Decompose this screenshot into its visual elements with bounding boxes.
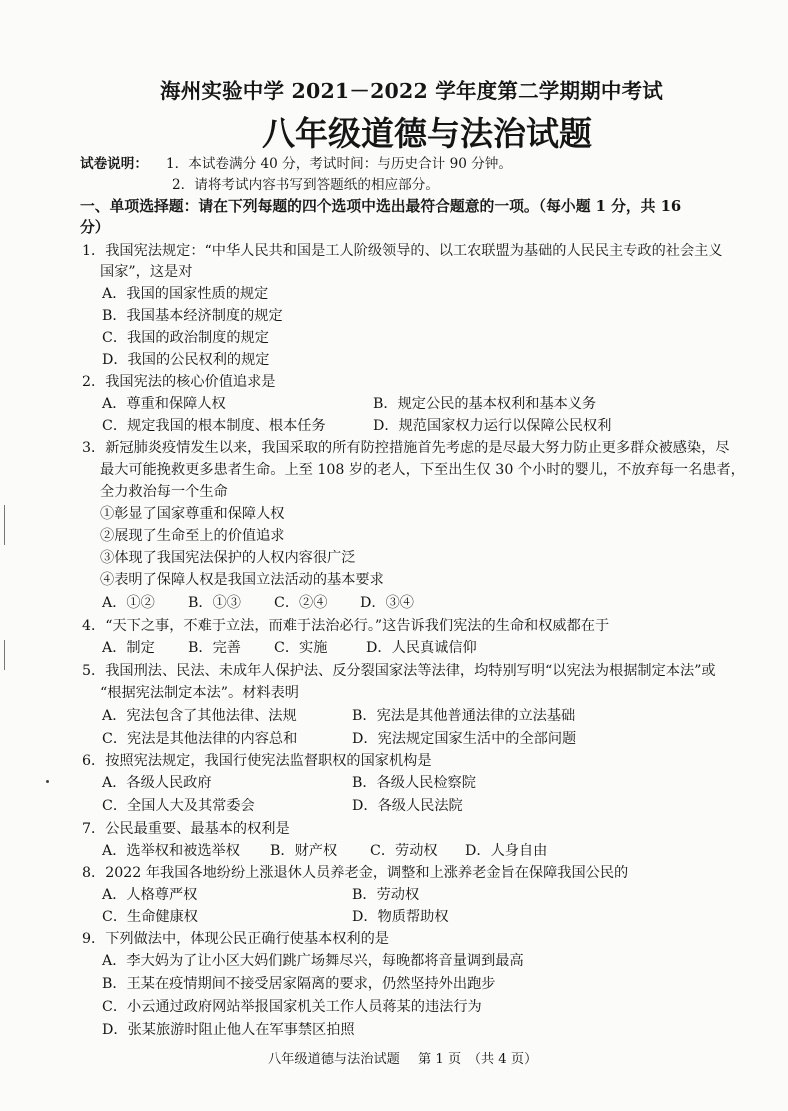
instructions-label: 试卷说明： — [80, 156, 148, 172]
instruction-line-1: 1．本试卷满分 40 分，考试时间：与历史合计 90 分钟。 — [166, 156, 512, 172]
question-7-option-d[interactable]: D．人身自由 — [465, 843, 548, 859]
question-3-stem-cont: 全力救治每一个生命 — [100, 484, 228, 500]
question-2-stem: 2．我国宪法的核心价值追求是 — [82, 374, 276, 390]
question-3-option-c[interactable]: C．②④ — [274, 595, 328, 611]
instruction-line-2: 2．请将考试内容书写到答题纸的相应部分。 — [172, 177, 439, 193]
question-5-option-a[interactable]: A．宪法包含了其他法律、法规 — [102, 708, 297, 724]
question-3-statement-3: ③体现了我国宪法保护的人权内容很广泛 — [100, 550, 356, 566]
question-9-option-b[interactable]: B．王某在疫情期间不接受居家隔离的要求，仍然坚持外出跑步 — [102, 976, 496, 992]
scan-edge-mark — [4, 640, 5, 670]
footer-subject: 八年级道德与法治试题 — [268, 1052, 400, 1067]
question-3-statement-4: ④表明了保障人权是我国立法活动的基本要求 — [100, 572, 384, 588]
question-9-option-a[interactable]: A．李大妈为了让小区大妈们跳广场舞尽兴，每晚都将音量调到最高 — [102, 953, 524, 969]
question-1-option-a[interactable]: A．我国的国家性质的规定 — [102, 286, 269, 302]
question-7-option-a[interactable]: A．选举权和被选举权 — [102, 843, 240, 859]
question-5-option-c[interactable]: C．宪法是其他法律的内容总和 — [102, 731, 298, 747]
question-6-option-b[interactable]: B．各级人民检察院 — [352, 775, 476, 791]
question-8-option-b[interactable]: B．劳动权 — [352, 887, 420, 903]
question-6-option-a[interactable]: A．各级人民政府 — [102, 775, 212, 791]
question-3-statement-1: ①彰显了国家尊重和保障人权 — [100, 506, 285, 522]
question-9-option-d[interactable]: D．张某旅游时阻止他人在军事禁区拍照 — [102, 1022, 355, 1038]
question-6-stem: 6．按照宪法规定，我国行使宪法监督职权的国家机构是 — [82, 753, 432, 769]
question-5-stem: 5．我国刑法、民法、未成年人保护法、反分裂国家法等法律，均特别写明“以宪法为根据制定本法”或 — [82, 663, 716, 679]
question-3-option-b[interactable]: B．①③ — [188, 595, 241, 611]
question-8-option-a[interactable]: A．人格尊严权 — [102, 887, 198, 903]
section-heading: 一、单项选择题：请在下列每题的四个选项中选出最符合题意的一项。（每小题 1 分，共 16 — [80, 198, 682, 215]
exam-title: 海州实验中学 2021－2022 学年度第二学期期中考试 — [160, 79, 663, 103]
scan-speck — [46, 780, 49, 783]
question-1-option-b[interactable]: B．我国基本经济制度的规定 — [102, 308, 283, 324]
question-9-stem: 9．下列做法中，体现公民正确行使基本权利的是 — [82, 931, 389, 947]
question-3-option-a[interactable]: A．①② — [102, 595, 155, 611]
question-4-option-b[interactable]: B．完善 — [188, 640, 241, 656]
subject-title: 八年级道德与法治试题 — [262, 114, 592, 153]
footer-page-number: 第 1 页 （共 4 页） — [418, 1052, 538, 1067]
question-5-option-d[interactable]: D．宪法规定国家生活中的全部问题 — [352, 731, 577, 747]
question-4-stem: 4．“天下之事，不难于立法，而难于法治必行。”这告诉我们宪法的生命和权威都在于 — [82, 618, 610, 634]
question-1-option-d[interactable]: D．我国的公民权利的规定 — [102, 352, 270, 368]
question-3-statement-2: ②展现了生命至上的价值追求 — [100, 528, 285, 544]
question-2-option-b[interactable]: B．规定公民的基本权利和基本义务 — [373, 396, 597, 412]
question-7-option-b[interactable]: B．财产权 — [270, 843, 338, 859]
question-3-stem-cont: 最大可能挽救更多患者生命。上至 108 岁的老人，下至出生仅 30 个小时的婴儿，不放弃每一名患者， — [100, 462, 745, 478]
question-7-option-c[interactable]: C．劳动权 — [370, 843, 438, 859]
section-heading-cont: 分） — [80, 219, 110, 236]
question-7-stem: 7．公民最重要、最基本的权利是 — [82, 821, 290, 837]
question-4-option-c[interactable]: C．实施 — [274, 640, 328, 656]
question-8-option-c[interactable]: C．生命健康权 — [102, 909, 198, 925]
question-5-option-b[interactable]: B．宪法是其他普通法律的立法基础 — [352, 708, 576, 724]
question-1-option-c[interactable]: C．我国的政治制度的规定 — [102, 330, 269, 346]
question-2-option-a[interactable]: A．尊重和保障人权 — [102, 396, 226, 412]
question-6-option-d[interactable]: D．各级人民法院 — [352, 798, 463, 814]
question-9-option-c[interactable]: C．小云通过政府网站举报国家机关工作人员蒋某的违法行为 — [102, 999, 482, 1015]
question-2-option-d[interactable]: D．规范国家权力运行以保障公民权利 — [373, 418, 612, 434]
question-1-stem: 1．我国宪法规定：“中华人民共和国是工人阶级领导的、以工农联盟为基础的人民民主专政的社会主义 — [82, 243, 723, 259]
scan-edge-mark — [4, 505, 5, 545]
question-3-option-d[interactable]: D．③④ — [360, 595, 414, 611]
question-5-stem-cont: “根据宪法制定本法”。材料表明 — [100, 685, 299, 701]
question-4-option-d[interactable]: D．人民真诚信仰 — [366, 640, 477, 656]
question-8-option-d[interactable]: D．物质帮助权 — [352, 909, 449, 925]
question-3-stem: 3．新冠肺炎疫情发生以来，我国采取的所有防控措施首先考虑的是尽最大努力防止更多群众被感染，尽 — [82, 440, 730, 456]
question-6-option-c[interactable]: C．全国人大及其常委会 — [102, 798, 255, 814]
question-4-option-a[interactable]: A．制定 — [102, 640, 155, 656]
question-1-stem-cont: 国家”，这是对 — [100, 264, 193, 280]
question-2-option-c[interactable]: C．规定我国的根本制度、根本任务 — [102, 418, 326, 434]
question-8-stem: 8．2022 年我国各地纷纷上涨退休人员养老金，调整和上涨养老金旨在保障我国公民的 — [82, 865, 629, 881]
